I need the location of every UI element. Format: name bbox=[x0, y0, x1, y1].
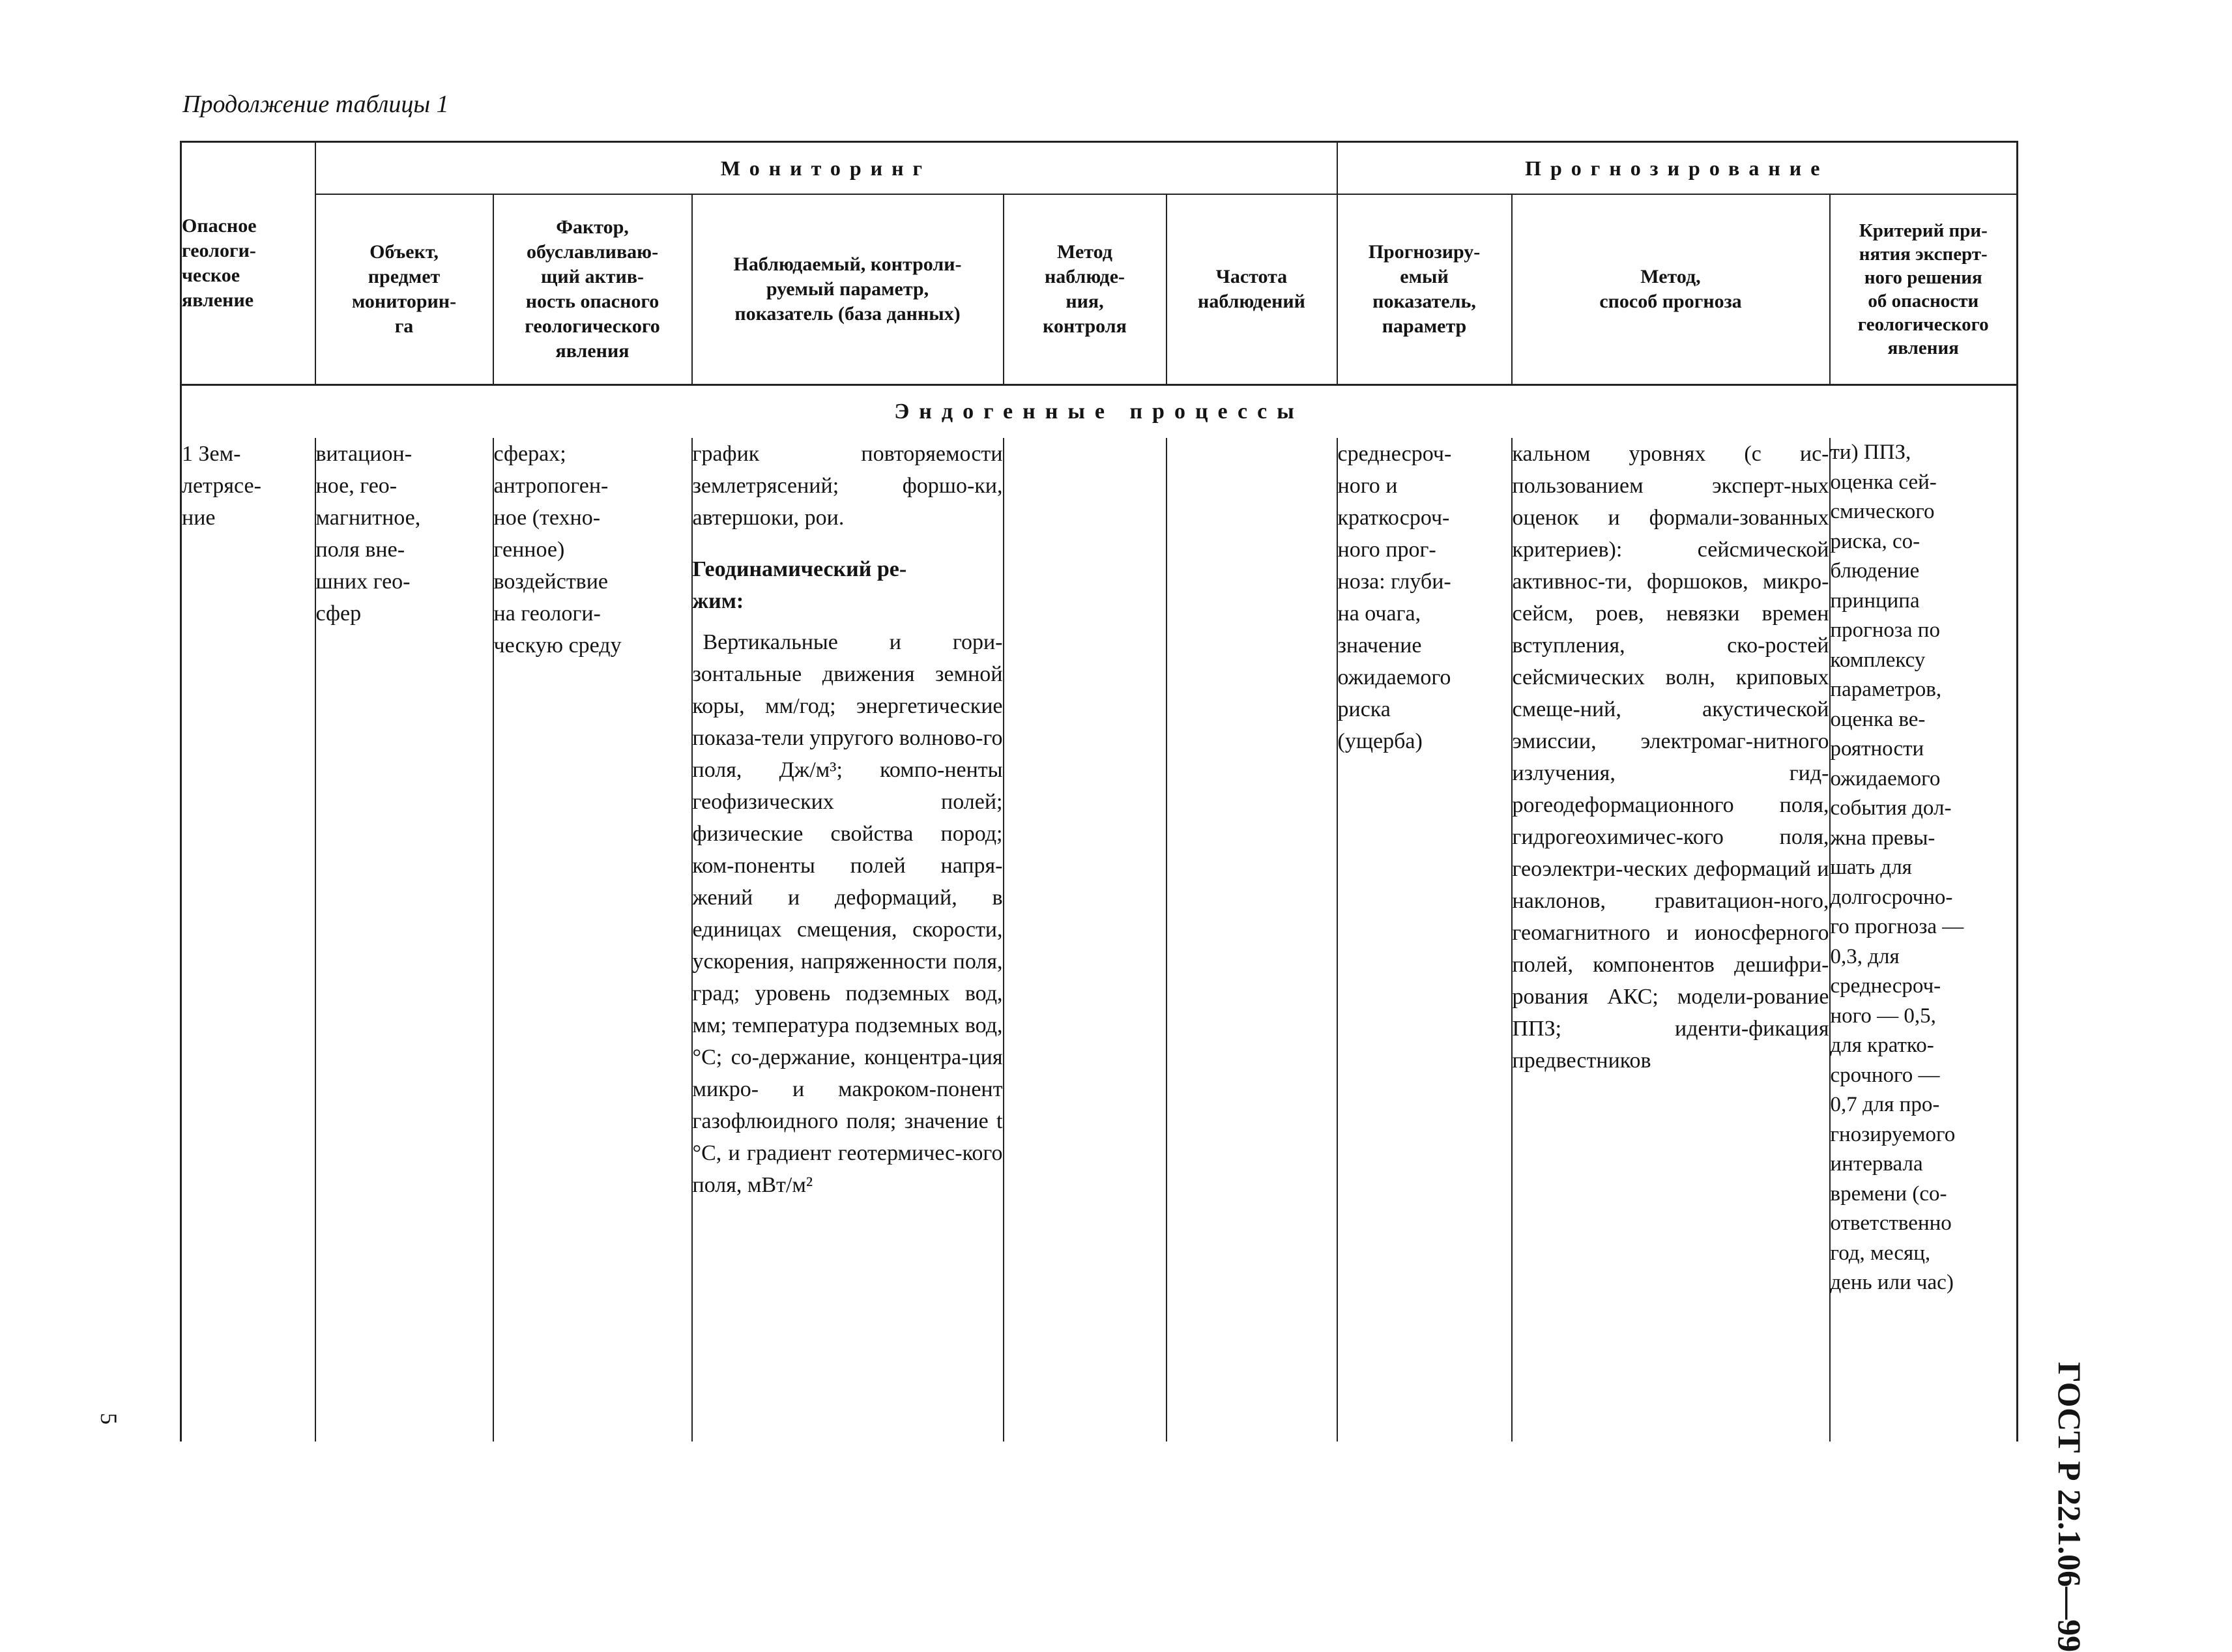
group-monitoring: Мониторинг bbox=[315, 142, 1337, 195]
cell-phenomenon bbox=[181, 438, 315, 1442]
phenomenon-text: 1 Зем- летрясе- ние bbox=[182, 442, 261, 530]
header-forecast-parameter: Прогнозиру- емый показатель, параметр bbox=[1337, 194, 1512, 385]
header-criterion: Критерий при- нятия эксперт- ного решения об опасности геологического явления bbox=[1830, 194, 2018, 385]
forecast-parameter-text: среднесроч- ного и краткосроч- ного прог- ноза: глуби- на очага, значение ожидаемого риска (ущерба) bbox=[1337, 442, 1452, 753]
factor-text: сферах; антропоген- ное (техно- генное) воздействие на геологи- ческую среду bbox=[493, 442, 622, 658]
cell-object bbox=[315, 438, 493, 1442]
document-code: ГОСТ Р 22.1.06—99 bbox=[2051, 1362, 2088, 1652]
cell-parameter bbox=[692, 438, 1004, 1442]
group-forecasting: Прогнозирование bbox=[1337, 142, 2018, 195]
monitoring-forecast-table bbox=[180, 141, 2018, 1442]
table-caption: Продолжение таблицы 1 bbox=[182, 91, 449, 118]
page-number: 5 bbox=[96, 1413, 122, 1425]
object-text: витацион- ное, гео- магнитное, поля вне- шних гео- сфер bbox=[315, 442, 421, 626]
header-object: Объект, предмет мониторин- га bbox=[315, 194, 493, 385]
cell-criterion bbox=[1830, 438, 2018, 1442]
cell-forecast-parameter bbox=[1337, 438, 1512, 1442]
header-phenomenon: Опасное геологи- ческое явление bbox=[181, 142, 315, 385]
header-forecast-method: Метод, способ прогноза bbox=[1512, 194, 1830, 385]
cell-frequency bbox=[1167, 438, 1337, 1442]
header-method: Метод наблюде- ния, контроля bbox=[1004, 194, 1167, 385]
parameter-subhead: Геодинамический ре- жим: bbox=[692, 557, 907, 613]
header-factor: Фактор, обуславливаю- щий актив- ность опасного геологического явления bbox=[493, 194, 692, 385]
forecast-method-text: кальном уровнях (с ис-пользованием эксперт-ных оценок и формали-зованных критериев): сейсмической активнос-ти, форшоков, микро-сейсм, роев, невязки времен вступления, ско-ростей сейсмических волн, криповых смеще-ний, акустической эмиссии, электромаг-нитного излучения, гид-рогеодеформационного поля, гидрогеохимичес-кого поля, геоэлектри-ческих деформаций и наклонов, гравитацион-ного, геомагнитного и ионосферного полей, компонентов дешифри-рования АКС; модели-рование ППЗ; иденти-фикация предвестников bbox=[1512, 442, 1829, 1073]
cell-factor bbox=[493, 438, 692, 1442]
criterion-text: ти) ППЗ, оценка сей- смического риска, со- блюдение принципа прогноза по комплексу параметров, оценка ве- роятности ожидаемого события дол- жна превы- шать для долгосрочно- го прогноза — 0,3, для среднесроч- ного — 0,5, для кратко- срочного — 0,7 для про- гнозируемого интервала времени (со- ответственно год, месяц, день или час) bbox=[1830, 441, 1964, 1294]
parameter-intro: график повторяемости землетрясений; форшо-ки, автершоки, рои. bbox=[692, 442, 1003, 530]
header-frequency: Частота наблюдений bbox=[1167, 194, 1337, 385]
header-parameter: Наблюдаемый, контроли- руемый параметр, показатель (база данных) bbox=[692, 194, 1004, 385]
cell-method bbox=[1004, 438, 1167, 1442]
parameter-body: Вертикальные и гори-зонтальные движения земной коры, мм/год; энергетические показа-тели упругого волново-го поля, Дж/м³; компо-ненты геофизических полей; физические свойства пород; ком-поненты полей напря-жений и деформаций, в единицах смещения, скорости, ускорения, напряженности поля, град; уровень подземных вод, мм; температура подземных вод, °С; со-держание, концентра-ция микро- и макроком-понент газофлюидного поля; значение t °С, и градиент геотермичес-кого поля, мВт/м² bbox=[692, 630, 1003, 1197]
cell-forecast-method bbox=[1512, 438, 1830, 1442]
section-endogenous: Эндогенные процессы bbox=[181, 385, 2018, 439]
